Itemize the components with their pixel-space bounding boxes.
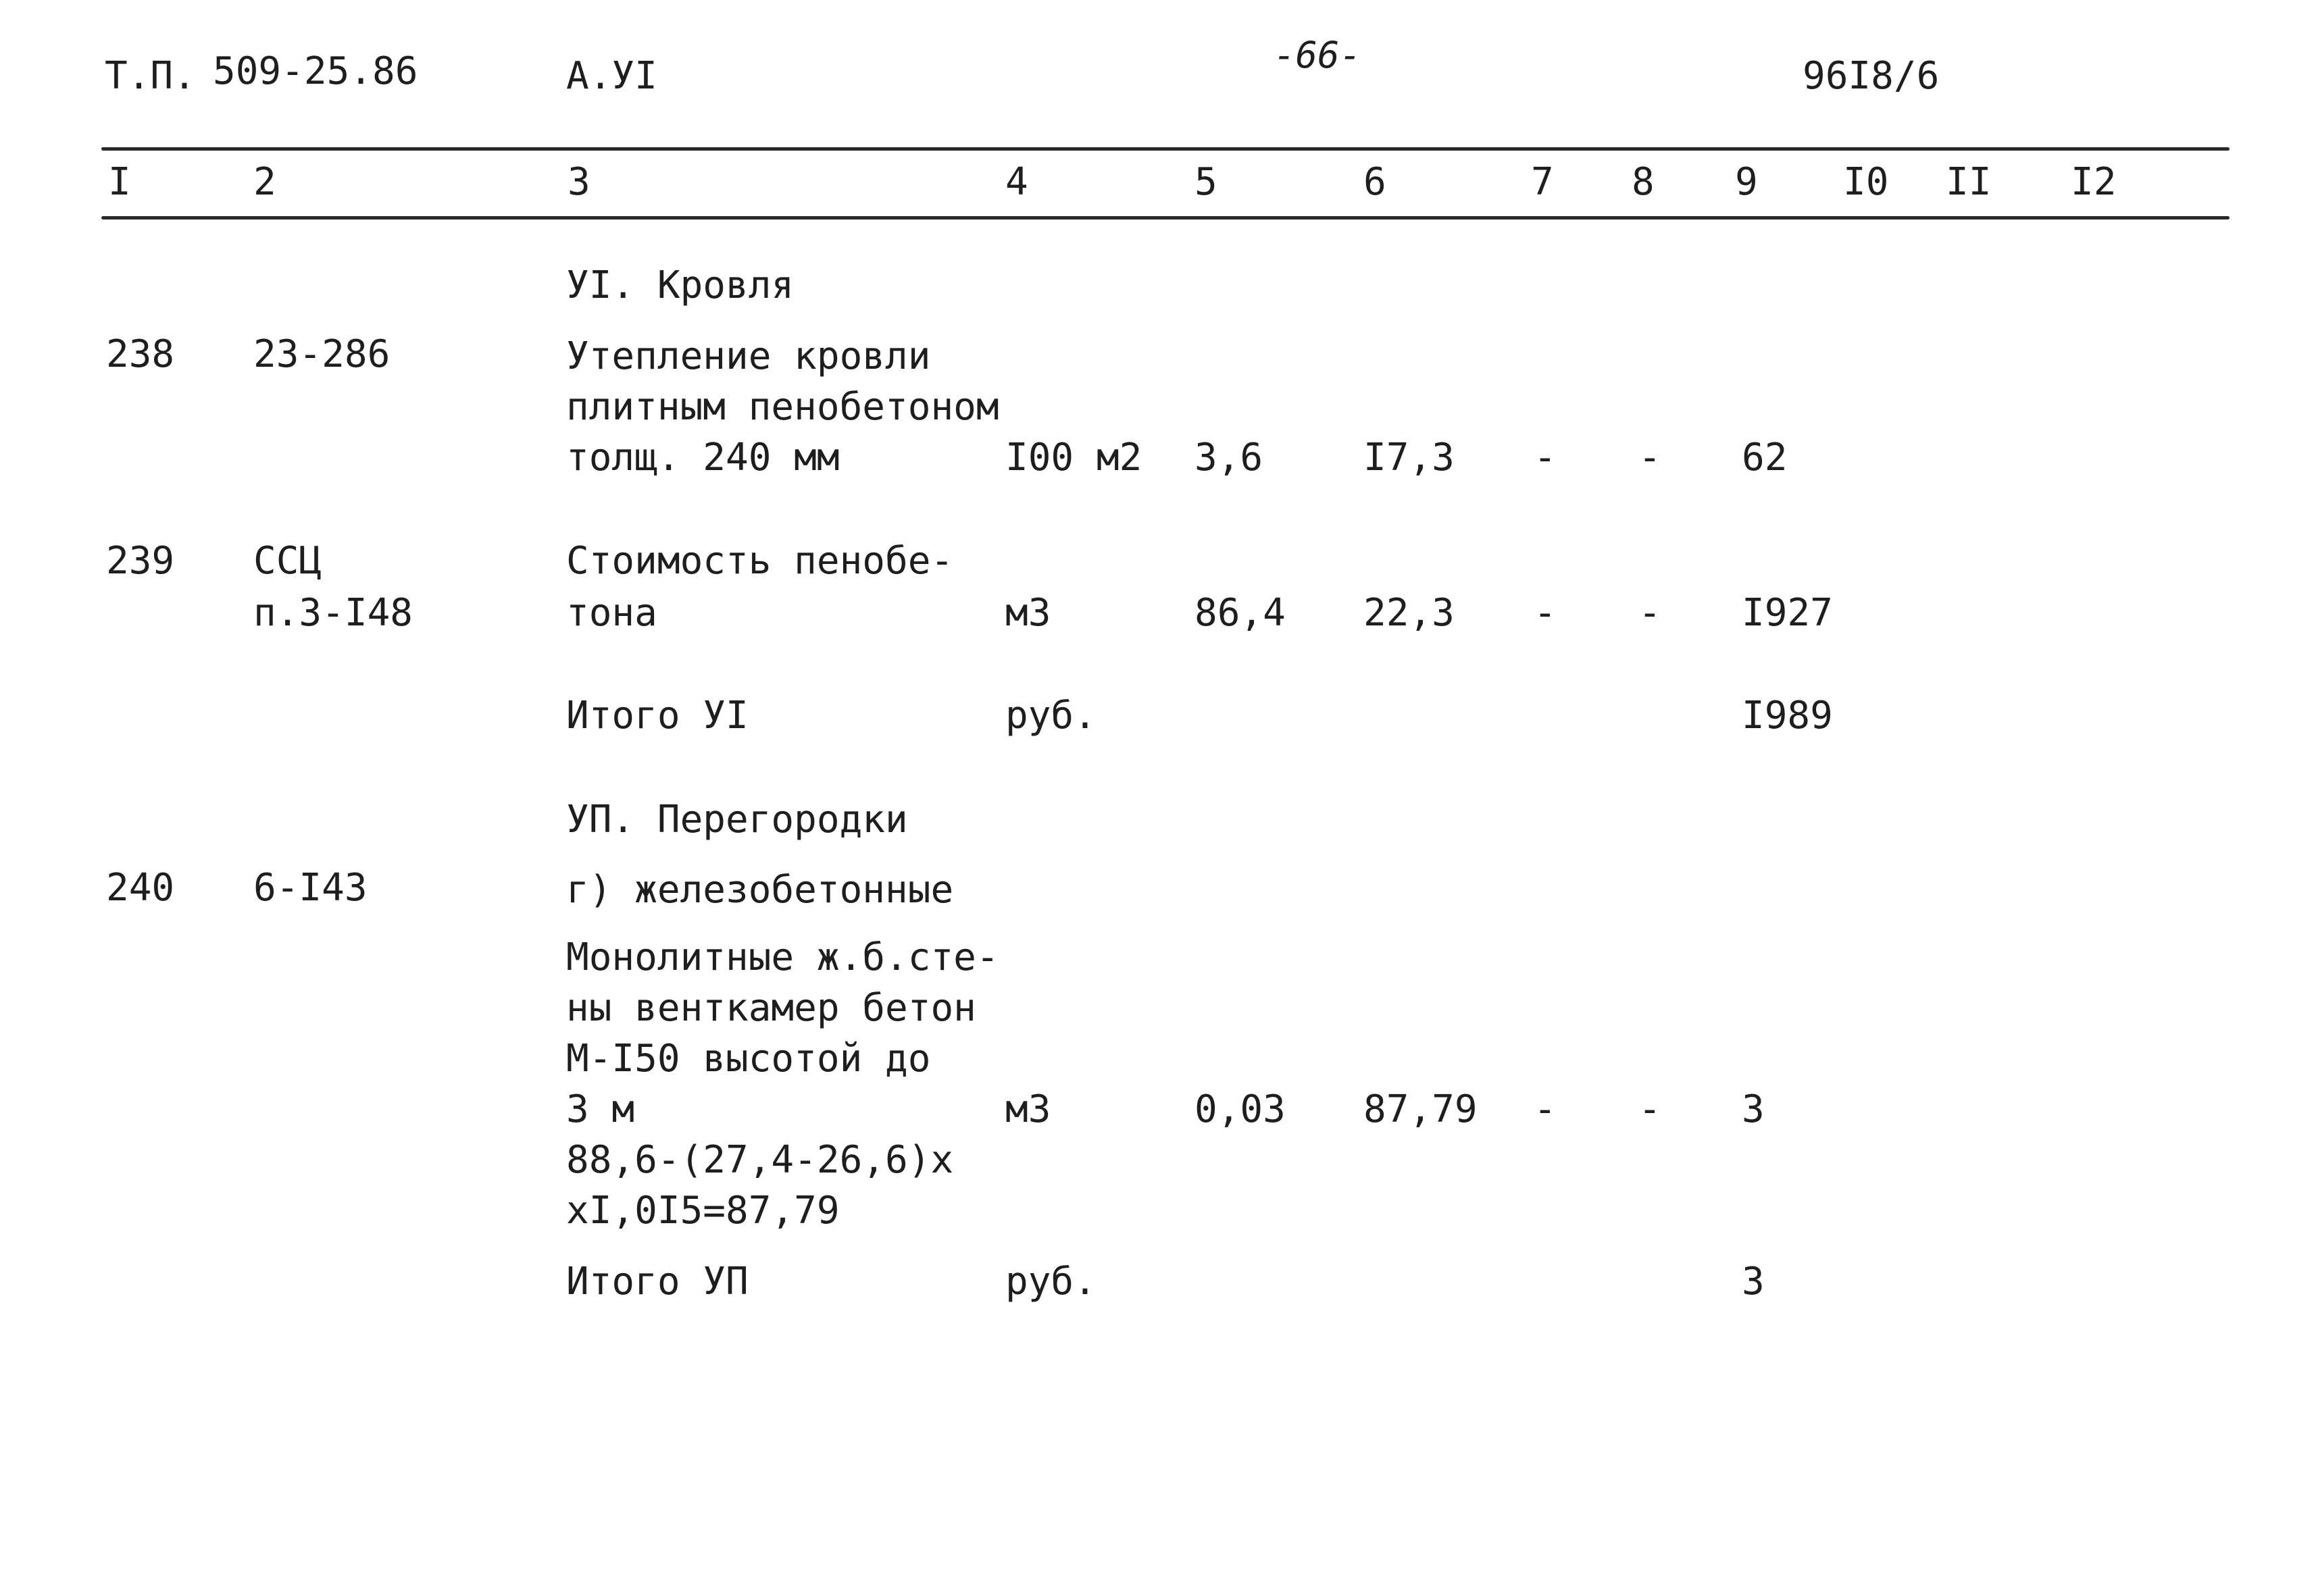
header-bottom-rule bbox=[101, 216, 2230, 220]
row-238-desc-line3: толщ. 240 мм bbox=[566, 436, 840, 480]
total-vi-unit: руб. bbox=[1005, 694, 1097, 738]
row-238-qty: 3,6 bbox=[1194, 436, 1263, 480]
top-rule bbox=[101, 147, 2230, 151]
row-238-desc-line1: Утепление кровли bbox=[566, 334, 931, 378]
total-vi-label: Итого УI bbox=[566, 694, 749, 738]
row-240-desc-line3: М-I50 высотой до bbox=[566, 1037, 931, 1081]
row-238-price: I7,3 bbox=[1363, 436, 1455, 480]
col-header-6: 6 bbox=[1363, 160, 1386, 204]
row-240-code: 6-I43 bbox=[253, 866, 368, 910]
doc-prefix: Т.П. bbox=[105, 54, 196, 98]
col-header-8: 8 bbox=[1632, 160, 1655, 204]
col-header-4: 4 bbox=[1005, 160, 1028, 204]
row-240-total: 3 bbox=[1742, 1087, 1765, 1131]
col-header-9: 9 bbox=[1735, 160, 1758, 204]
total-vii-unit: руб. bbox=[1005, 1260, 1097, 1304]
row-240-col8: - bbox=[1638, 1087, 1661, 1131]
col-header-7: 7 bbox=[1531, 160, 1554, 204]
album-label: А.УI bbox=[566, 54, 657, 98]
total-vi-amount: I989 bbox=[1742, 694, 1833, 738]
page-number: -66- bbox=[1274, 34, 1362, 76]
row-238-total: 62 bbox=[1742, 436, 1788, 480]
row-240-desc-line1: Монолитные ж.б.сте- bbox=[566, 935, 999, 979]
row-238-unit: I00 м2 bbox=[1005, 436, 1142, 480]
row-239-col7: - bbox=[1534, 591, 1557, 635]
row-239-unit: м3 bbox=[1005, 591, 1051, 635]
row-238-num: 238 bbox=[106, 332, 175, 376]
row-239-code-line2: п.3-I48 bbox=[253, 591, 413, 635]
section-title-roof: УI. Кровля bbox=[566, 263, 795, 307]
row-240-desc-line2: ны венткамер бетон bbox=[566, 986, 976, 1030]
col-header-2: 2 bbox=[253, 160, 276, 204]
col-header-12: I2 bbox=[2071, 160, 2117, 204]
row-239-num: 239 bbox=[106, 539, 175, 583]
row-238-col8: - bbox=[1638, 436, 1661, 480]
row-240-qty: 0,03 bbox=[1194, 1087, 1286, 1131]
row-239-desc-line1: Стоимость пенобе- bbox=[566, 539, 954, 583]
row-240-price: 87,79 bbox=[1363, 1087, 1478, 1131]
row-239-desc-line2: тона bbox=[566, 591, 657, 635]
row-240-unit: м3 bbox=[1005, 1087, 1051, 1131]
row-240-desc-line5: 88,6-(27,4-26,6)х bbox=[566, 1138, 954, 1182]
row-238-code: 23-286 bbox=[253, 332, 391, 376]
partitions-subtitle: г) железобетонные bbox=[566, 868, 954, 912]
col-header-10: I0 bbox=[1843, 160, 1889, 204]
section-title-partitions: УП. Перегородки bbox=[566, 798, 908, 842]
row-239-code-line1: ССЦ bbox=[253, 539, 322, 583]
total-vii-label: Итого УП bbox=[566, 1260, 749, 1304]
col-header-1: I bbox=[108, 160, 131, 204]
doc-code: 509-25.86 bbox=[213, 49, 418, 93]
row-239-price: 22,3 bbox=[1363, 591, 1455, 635]
row-240-desc-line4: 3 м bbox=[566, 1087, 635, 1131]
col-header-11: II bbox=[1946, 160, 1992, 204]
sheet-ref: 96I8/6 bbox=[1803, 54, 1940, 98]
col-header-5: 5 bbox=[1194, 160, 1217, 204]
row-239-col8: - bbox=[1638, 591, 1661, 635]
row-240-desc-line6: хI,0I5=87,79 bbox=[566, 1189, 840, 1233]
row-238-col7: - bbox=[1534, 436, 1557, 480]
col-header-3: 3 bbox=[568, 160, 590, 204]
row-239-total: I927 bbox=[1742, 591, 1833, 635]
row-238-desc-line2: плитным пенобетоном bbox=[566, 385, 999, 429]
row-239-qty: 86,4 bbox=[1194, 591, 1286, 635]
total-vii-amount: 3 bbox=[1742, 1260, 1765, 1304]
row-240-num: 240 bbox=[106, 866, 175, 910]
row-240-col7: - bbox=[1534, 1087, 1557, 1131]
